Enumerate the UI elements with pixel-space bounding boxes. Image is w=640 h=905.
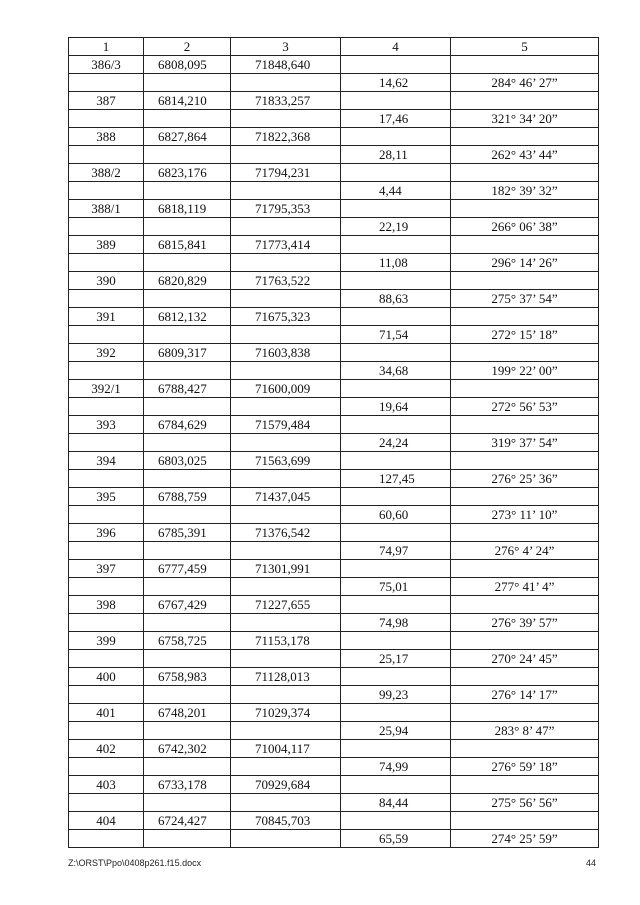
y-coordinate-cell: 71029,374 (231, 704, 341, 722)
point-number-cell: 399 (69, 632, 144, 650)
x-coordinate-cell (144, 74, 231, 92)
point-number-cell: 397 (69, 560, 144, 578)
x-coordinate-cell (144, 614, 231, 632)
bearing-cell: 272° 15’ 18” (451, 326, 599, 344)
distance-cell: 65,59 (341, 830, 451, 848)
point-number-cell (69, 794, 144, 812)
y-coordinate-cell (231, 470, 341, 488)
bearing-cell: 273° 11’ 10” (451, 506, 599, 524)
bearing-cell: 272° 56’ 53” (451, 398, 599, 416)
table-row (69, 92, 599, 110)
x-coordinate-cell: 6724,427 (144, 812, 231, 830)
table-row (69, 524, 599, 542)
x-coordinate-cell: 6758,983 (144, 668, 231, 686)
distance-cell (341, 668, 451, 686)
point-number-cell (69, 254, 144, 272)
x-coordinate-cell (144, 578, 231, 596)
table-row (69, 200, 599, 218)
bearing-cell: 275° 37’ 54” (451, 290, 599, 308)
column-header-4: 4 (341, 38, 451, 56)
table-row (69, 272, 599, 290)
distance-cell: 11,08 (341, 254, 451, 272)
table-row (69, 290, 599, 308)
distance-cell: 19,64 (341, 398, 451, 416)
bearing-cell: 270° 24’ 45” (451, 650, 599, 668)
point-number-cell (69, 470, 144, 488)
column-header-1: 1 (69, 38, 144, 56)
y-coordinate-cell: 71763,522 (231, 272, 341, 290)
y-coordinate-cell (231, 614, 341, 632)
y-coordinate-cell (231, 434, 341, 452)
point-number-cell: 395 (69, 488, 144, 506)
x-coordinate-cell: 6827,864 (144, 128, 231, 146)
point-number-cell (69, 362, 144, 380)
point-number-cell: 393 (69, 416, 144, 434)
bearing-cell (451, 452, 599, 470)
y-coordinate-cell (231, 578, 341, 596)
point-number-cell (69, 614, 144, 632)
x-coordinate-cell: 6803,025 (144, 452, 231, 470)
table-row (69, 74, 599, 92)
point-number-cell (69, 542, 144, 560)
y-coordinate-cell: 71579,484 (231, 416, 341, 434)
footer-file-path: Z:\ORST\Ppo\0408p261.f15.docx (68, 858, 202, 868)
point-number-cell: 387 (69, 92, 144, 110)
distance-cell: 127,45 (341, 470, 451, 488)
x-coordinate-cell: 6815,841 (144, 236, 231, 254)
table-row (69, 776, 599, 794)
x-coordinate-cell (144, 686, 231, 704)
y-coordinate-cell (231, 218, 341, 236)
y-coordinate-cell: 71603,838 (231, 344, 341, 362)
distance-cell: 25,17 (341, 650, 451, 668)
distance-cell (341, 452, 451, 470)
x-coordinate-cell: 6758,725 (144, 632, 231, 650)
table-row (69, 740, 599, 758)
bearing-cell: 296° 14’ 26” (451, 254, 599, 272)
table-row (69, 704, 599, 722)
table-row (69, 686, 599, 704)
y-coordinate-cell: 71848,640 (231, 56, 341, 74)
x-coordinate-cell (144, 326, 231, 344)
bearing-cell (451, 272, 599, 290)
bearing-cell (451, 92, 599, 110)
table-row (69, 416, 599, 434)
point-number-cell (69, 146, 144, 164)
bearing-cell: 274° 25’ 59” (451, 830, 599, 848)
table-row (69, 470, 599, 488)
table-row (69, 362, 599, 380)
table-row (69, 56, 599, 74)
point-number-cell: 396 (69, 524, 144, 542)
point-number-cell (69, 182, 144, 200)
coordinates-table (68, 37, 599, 848)
distance-cell (341, 92, 451, 110)
distance-cell: 22,19 (341, 218, 451, 236)
x-coordinate-cell: 6742,302 (144, 740, 231, 758)
point-number-cell (69, 650, 144, 668)
point-number-cell: 403 (69, 776, 144, 794)
x-coordinate-cell (144, 362, 231, 380)
y-coordinate-cell (231, 830, 341, 848)
table-row (69, 614, 599, 632)
y-coordinate-cell (231, 686, 341, 704)
bearing-cell (451, 776, 599, 794)
x-coordinate-cell: 6809,317 (144, 344, 231, 362)
point-number-cell: 388 (69, 128, 144, 146)
y-coordinate-cell: 71795,353 (231, 200, 341, 218)
table-row (69, 722, 599, 740)
point-number-cell (69, 830, 144, 848)
x-coordinate-cell (144, 254, 231, 272)
bearing-cell (451, 740, 599, 758)
bearing-cell (451, 164, 599, 182)
bearing-cell: 276° 59’ 18” (451, 758, 599, 776)
table-row (69, 380, 599, 398)
table-row (69, 236, 599, 254)
table-row (69, 128, 599, 146)
distance-cell: 25,94 (341, 722, 451, 740)
table-row (69, 254, 599, 272)
y-coordinate-cell: 71301,991 (231, 560, 341, 578)
distance-cell: 99,23 (341, 686, 451, 704)
table-row (69, 182, 599, 200)
point-number-cell (69, 722, 144, 740)
y-coordinate-cell (231, 542, 341, 560)
y-coordinate-cell: 71600,009 (231, 380, 341, 398)
point-number-cell: 400 (69, 668, 144, 686)
distance-cell: 74,99 (341, 758, 451, 776)
y-coordinate-cell: 71376,542 (231, 524, 341, 542)
table-row (69, 344, 599, 362)
distance-cell: 60,60 (341, 506, 451, 524)
bearing-cell (451, 236, 599, 254)
table-row (69, 146, 599, 164)
distance-cell: 71,54 (341, 326, 451, 344)
bearing-cell: 284° 46’ 27” (451, 74, 599, 92)
bearing-cell: 319° 37’ 54” (451, 434, 599, 452)
y-coordinate-cell (231, 182, 341, 200)
distance-cell: 75,01 (341, 578, 451, 596)
distance-cell (341, 596, 451, 614)
table-row (69, 452, 599, 470)
distance-cell (341, 560, 451, 578)
bearing-cell: 266° 06’ 38” (451, 218, 599, 236)
y-coordinate-cell (231, 290, 341, 308)
table-row (69, 398, 599, 416)
bearing-cell: 277° 41’ 4” (451, 578, 599, 596)
x-coordinate-cell: 6823,176 (144, 164, 231, 182)
x-coordinate-cell (144, 218, 231, 236)
distance-cell: 88,63 (341, 290, 451, 308)
y-coordinate-cell (231, 146, 341, 164)
point-number-cell: 391 (69, 308, 144, 326)
bearing-cell (451, 632, 599, 650)
bearing-cell: 199° 22’ 00” (451, 362, 599, 380)
point-number-cell: 398 (69, 596, 144, 614)
x-coordinate-cell: 6788,759 (144, 488, 231, 506)
x-coordinate-cell (144, 542, 231, 560)
table-row (69, 164, 599, 182)
y-coordinate-cell (231, 722, 341, 740)
distance-cell (341, 416, 451, 434)
point-number-cell: 390 (69, 272, 144, 290)
table-row (69, 632, 599, 650)
distance-cell (341, 704, 451, 722)
bearing-cell: 321° 34’ 20” (451, 110, 599, 128)
distance-cell (341, 812, 451, 830)
bearing-cell (451, 380, 599, 398)
bearing-cell: 275° 56’ 56” (451, 794, 599, 812)
x-coordinate-cell (144, 398, 231, 416)
bearing-cell (451, 488, 599, 506)
distance-cell: 84,44 (341, 794, 451, 812)
table-row (69, 488, 599, 506)
y-coordinate-cell (231, 758, 341, 776)
point-number-cell (69, 326, 144, 344)
bearing-cell (451, 416, 599, 434)
distance-cell (341, 488, 451, 506)
point-number-cell (69, 578, 144, 596)
table-row (69, 308, 599, 326)
distance-cell (341, 56, 451, 74)
point-number-cell (69, 506, 144, 524)
point-number-cell: 401 (69, 704, 144, 722)
bearing-cell (451, 128, 599, 146)
x-coordinate-cell: 6812,132 (144, 308, 231, 326)
point-number-cell (69, 758, 144, 776)
table-header-row (69, 38, 599, 56)
distance-cell (341, 524, 451, 542)
point-number-cell (69, 434, 144, 452)
distance-cell: 34,68 (341, 362, 451, 380)
bearing-cell (451, 308, 599, 326)
x-coordinate-cell: 6733,178 (144, 776, 231, 794)
bearing-cell (451, 200, 599, 218)
point-number-cell: 404 (69, 812, 144, 830)
x-coordinate-cell (144, 110, 231, 128)
point-number-cell (69, 218, 144, 236)
distance-cell: 17,46 (341, 110, 451, 128)
column-header-3: 3 (231, 38, 341, 56)
table-row (69, 650, 599, 668)
bearing-cell: 283° 8’ 47” (451, 722, 599, 740)
table-row (69, 506, 599, 524)
table-row (69, 218, 599, 236)
table-row (69, 542, 599, 560)
distance-cell (341, 128, 451, 146)
x-coordinate-cell: 6820,829 (144, 272, 231, 290)
y-coordinate-cell (231, 74, 341, 92)
x-coordinate-cell: 6788,427 (144, 380, 231, 398)
x-coordinate-cell (144, 758, 231, 776)
point-number-cell: 388/2 (69, 164, 144, 182)
bearing-cell (451, 56, 599, 74)
x-coordinate-cell: 6808,095 (144, 56, 231, 74)
table-row (69, 758, 599, 776)
distance-cell (341, 200, 451, 218)
distance-cell (341, 308, 451, 326)
distance-cell (341, 344, 451, 362)
distance-cell: 74,98 (341, 614, 451, 632)
y-coordinate-cell: 71004,117 (231, 740, 341, 758)
distance-cell (341, 740, 451, 758)
x-coordinate-cell (144, 146, 231, 164)
x-coordinate-cell (144, 182, 231, 200)
x-coordinate-cell (144, 650, 231, 668)
y-coordinate-cell (231, 254, 341, 272)
x-coordinate-cell (144, 470, 231, 488)
distance-cell: 24,24 (341, 434, 451, 452)
table-row (69, 830, 599, 848)
x-coordinate-cell: 6748,201 (144, 704, 231, 722)
bearing-cell (451, 812, 599, 830)
y-coordinate-cell (231, 506, 341, 524)
y-coordinate-cell: 71563,699 (231, 452, 341, 470)
bearing-cell (451, 524, 599, 542)
x-coordinate-cell (144, 794, 231, 812)
table-row (69, 326, 599, 344)
y-coordinate-cell: 71128,013 (231, 668, 341, 686)
y-coordinate-cell (231, 650, 341, 668)
table-row (69, 560, 599, 578)
point-number-cell: 394 (69, 452, 144, 470)
x-coordinate-cell: 6777,459 (144, 560, 231, 578)
column-header-2: 2 (144, 38, 231, 56)
y-coordinate-cell (231, 398, 341, 416)
table-row (69, 794, 599, 812)
distance-cell: 14,62 (341, 74, 451, 92)
table-body (69, 56, 599, 848)
bearing-cell: 182° 39’ 32” (451, 182, 599, 200)
bearing-cell (451, 596, 599, 614)
y-coordinate-cell (231, 326, 341, 344)
x-coordinate-cell (144, 506, 231, 524)
distance-cell (341, 164, 451, 182)
point-number-cell (69, 290, 144, 308)
x-coordinate-cell: 6818,119 (144, 200, 231, 218)
y-coordinate-cell (231, 362, 341, 380)
bearing-cell (451, 344, 599, 362)
y-coordinate-cell: 71437,045 (231, 488, 341, 506)
y-coordinate-cell (231, 794, 341, 812)
x-coordinate-cell (144, 290, 231, 308)
bearing-cell: 262° 43’ 44” (451, 146, 599, 164)
distance-cell: 28,11 (341, 146, 451, 164)
y-coordinate-cell: 71675,323 (231, 308, 341, 326)
bearing-cell: 276° 25’ 36” (451, 470, 599, 488)
distance-cell (341, 380, 451, 398)
y-coordinate-cell: 71833,257 (231, 92, 341, 110)
y-coordinate-cell: 71822,368 (231, 128, 341, 146)
table-row (69, 596, 599, 614)
point-number-cell: 402 (69, 740, 144, 758)
point-number-cell: 389 (69, 236, 144, 254)
y-coordinate-cell: 71794,231 (231, 164, 341, 182)
point-number-cell: 386/3 (69, 56, 144, 74)
bearing-cell: 276° 4’ 24” (451, 542, 599, 560)
table-row (69, 812, 599, 830)
distance-cell (341, 632, 451, 650)
y-coordinate-cell (231, 110, 341, 128)
distance-cell (341, 776, 451, 794)
bearing-cell (451, 560, 599, 578)
x-coordinate-cell: 6785,391 (144, 524, 231, 542)
table-row (69, 578, 599, 596)
x-coordinate-cell: 6814,210 (144, 92, 231, 110)
footer-page-number: 44 (585, 858, 596, 868)
x-coordinate-cell (144, 722, 231, 740)
point-number-cell: 392/1 (69, 380, 144, 398)
table-row (69, 668, 599, 686)
point-number-cell: 388/1 (69, 200, 144, 218)
distance-cell (341, 272, 451, 290)
table-row (69, 434, 599, 452)
y-coordinate-cell: 70929,684 (231, 776, 341, 794)
column-header-5: 5 (451, 38, 599, 56)
x-coordinate-cell (144, 434, 231, 452)
point-number-cell (69, 686, 144, 704)
point-number-cell (69, 74, 144, 92)
distance-cell: 74,97 (341, 542, 451, 560)
table-row (69, 110, 599, 128)
y-coordinate-cell: 71773,414 (231, 236, 341, 254)
y-coordinate-cell: 71153,178 (231, 632, 341, 650)
x-coordinate-cell (144, 830, 231, 848)
x-coordinate-cell: 6767,429 (144, 596, 231, 614)
bearing-cell (451, 704, 599, 722)
bearing-cell: 276° 39’ 57” (451, 614, 599, 632)
distance-cell (341, 236, 451, 254)
bearing-cell: 276° 14’ 17” (451, 686, 599, 704)
point-number-cell (69, 110, 144, 128)
point-number-cell (69, 398, 144, 416)
bearing-cell (451, 668, 599, 686)
y-coordinate-cell: 71227,655 (231, 596, 341, 614)
point-number-cell: 392 (69, 344, 144, 362)
x-coordinate-cell: 6784,629 (144, 416, 231, 434)
y-coordinate-cell: 70845,703 (231, 812, 341, 830)
distance-cell: 4,44 (341, 182, 451, 200)
